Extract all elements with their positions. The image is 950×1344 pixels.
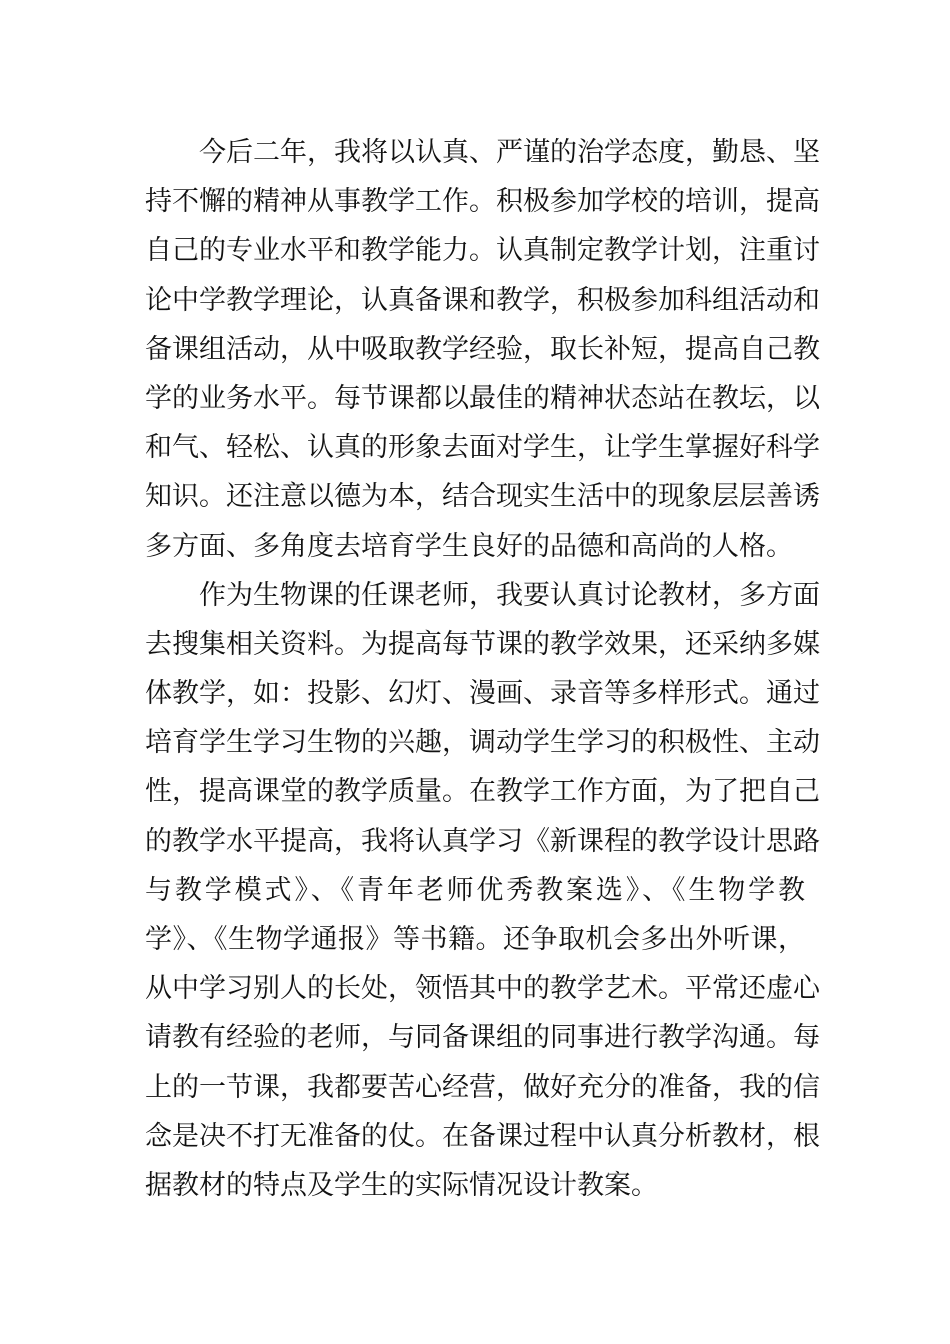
text-line-last: 多方面、多角度去培育学生良好的品德和高尚的人格。 [145,530,793,562]
text-line: 持不懈的精神从事教学工作。积极参加学校的培训，提高 [145,186,820,218]
text-line: 上的一节课，我都要苦心经营，做好充分的准备，我的信 [145,1071,820,1103]
text-line: 的教学水平提高，我将认真学习《新课程的教学设计思路 [145,825,820,857]
text-line: 今后二年，我将以认真、严谨的治学态度，勤恳、坚 [199,137,820,168]
text-line: 自己的专业水平和教学能力。认真制定教学计划，注重讨 [145,235,820,267]
text-line-last: 据教材的特点及学生的实际情况设计教案。 [145,1169,658,1201]
text-line: 体教学，如：投影、幻灯、漫画、录音等多样形式。通过 [145,678,820,710]
text-line: 培育学生学习生物的兴趣，调动学生学习的积极性、主动 [145,727,820,759]
text-line: 学的业务水平。每节课都以最佳的精神状态站在教坛，以 [145,382,820,414]
paragraph-2 [145,571,820,1210]
text-line: 去搜集相关资料。为提高每节课的教学效果，还采纳多媒 [145,628,820,660]
text-line: 与教学模式》、《青年老师优秀教案选》、《生物学教 [145,874,805,906]
text-line: 念是决不打无准备的仗。在备课过程中认真分析教材，根 [145,1120,820,1152]
text-line: 论中学教学理论，认真备课和教学，积极参加科组活动和 [145,284,820,316]
text-line: 从中学习别人的长处，领悟其中的教学艺术。平常还虚心 [145,973,820,1005]
text-line: 知识。还注意以德为本，结合现实生活中的现象层层善诱 [145,481,820,513]
text-line: 请教有经验的老师，与同备课组的同事进行教学沟通。每 [145,1022,820,1054]
paragraph-1 [145,128,820,571]
text-line: 和气、轻松、认真的形象去面对学生，让学生掌握好科学 [145,432,820,464]
text-line: 作为生物课的任课老师，我要认真讨论教材，多方面 [199,579,820,611]
text-line: 性，提高课堂的教学质量。在教学工作方面，为了把自己 [145,776,820,808]
document-body [145,128,820,1210]
text-line: 学》、《生物学通报》等书籍。还争取机会多出外听课， [145,924,805,955]
text-line: 备课组活动，从中吸取教学经验，取长补短，提高自己教 [145,333,820,365]
